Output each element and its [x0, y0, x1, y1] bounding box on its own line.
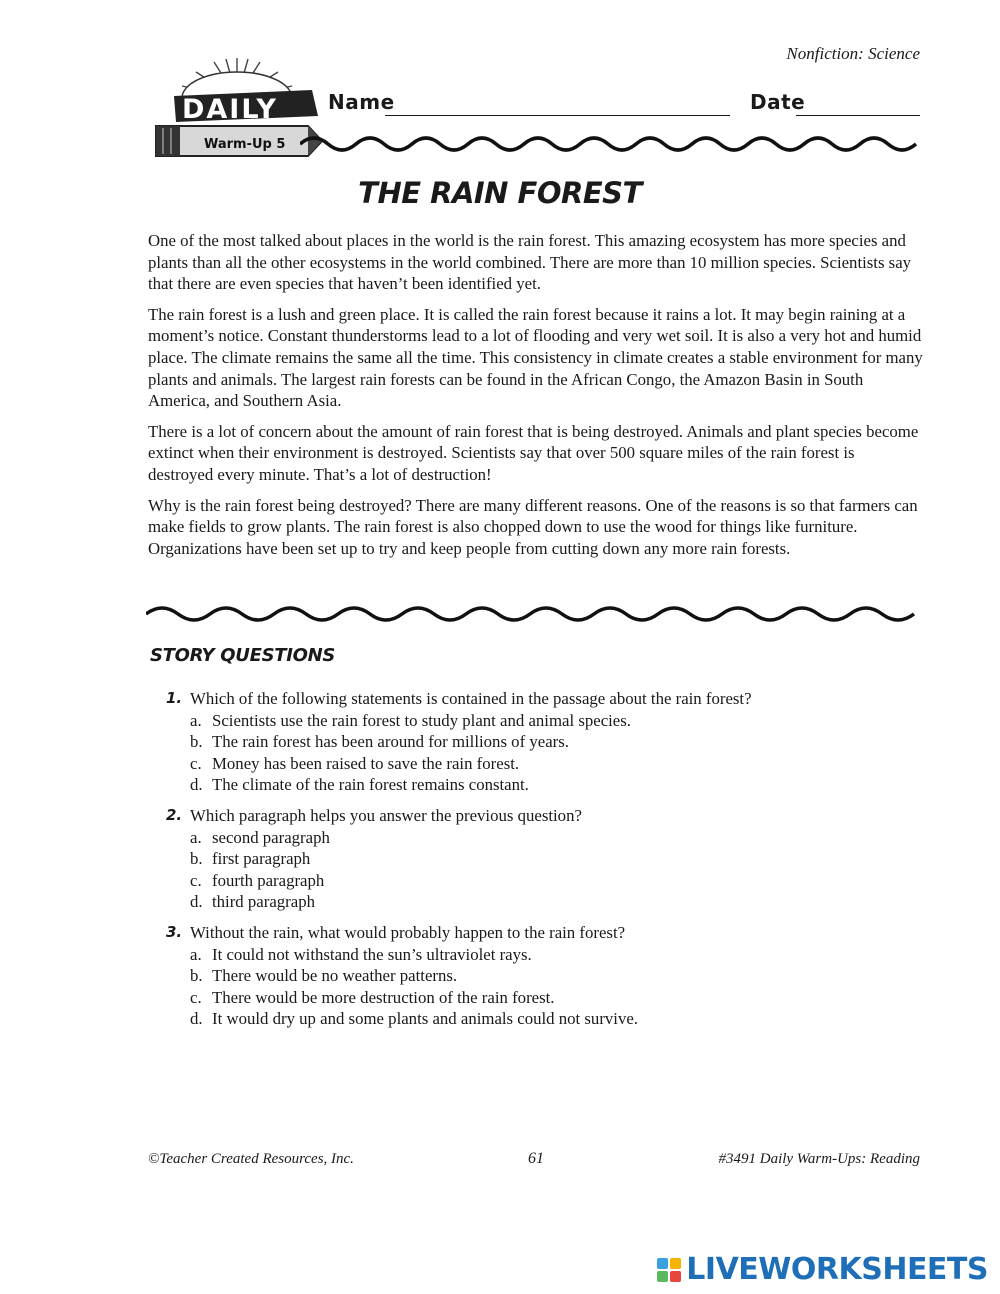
- question-text: Which paragraph helps you answer the previous question?: [190, 805, 582, 825]
- logo-sub: Warm-Up 5: [204, 137, 286, 152]
- option-letter: d.: [190, 1009, 203, 1029]
- daily-warmup-logo: [152, 56, 322, 168]
- option-letter: b.: [190, 966, 203, 986]
- answer-option[interactable]: [190, 731, 926, 753]
- footer-publisher: ©Teacher Created Resources, Inc.: [148, 1151, 354, 1167]
- question-number: 1.: [166, 689, 183, 707]
- question-2: [166, 805, 926, 913]
- liveworksheets-logo-icon: [656, 1257, 682, 1283]
- option-text: third paragraph: [212, 892, 315, 912]
- brand-name: LIVEWORKSHEETS: [686, 1252, 988, 1287]
- answer-option[interactable]: [190, 774, 926, 796]
- answer-option[interactable]: [190, 1008, 926, 1030]
- answer-option[interactable]: [190, 944, 926, 966]
- option-letter: d.: [190, 892, 203, 912]
- option-text: It could not withstand the sun’s ultraviolet rays.: [212, 944, 532, 964]
- passage-paragraph-3: There is a lot of concern about the amount of rain forest that is being destroyed. Animals and plant species become extinct when their environment is destroyed. Scientists say that over 500 square miles of the rain forest is destroyed every minute. That’s a lot of destruction!: [148, 421, 919, 484]
- option-letter: c.: [190, 753, 202, 773]
- question-text: Which of the following statements is contained in the passage about the rain forest?: [190, 689, 752, 708]
- question-1: [166, 688, 926, 796]
- option-letter: b.: [190, 732, 203, 752]
- answer-option[interactable]: [190, 753, 926, 775]
- passage: [148, 230, 923, 568]
- option-text: Money has been raised to save the rain forest.: [212, 753, 520, 773]
- option-text: Scientists use the rain forest to study plant and animal species.: [212, 710, 631, 730]
- header-wave-divider: [300, 128, 922, 158]
- date-label: Date: [750, 90, 806, 114]
- footer-book-title: #3491 Daily Warm-Ups: Reading: [718, 1151, 920, 1167]
- option-text: The rain forest has been around for millions of years.: [212, 732, 569, 752]
- liveworksheets-brand[interactable]: [656, 1252, 988, 1287]
- option-letter: b.: [190, 849, 203, 869]
- name-label: Name: [328, 90, 395, 114]
- question-number: 2.: [166, 805, 183, 824]
- option-letter: c.: [190, 987, 202, 1007]
- option-letter: c.: [190, 870, 202, 890]
- answer-option[interactable]: [190, 827, 926, 849]
- option-text: There would be no weather patterns.: [212, 966, 458, 986]
- option-text: first paragraph: [212, 849, 311, 869]
- option-text: There would be more destruction of the rain forest.: [212, 987, 555, 1007]
- passage-paragraph-4: Why is the rain forest being destroyed? There are many different reasons. One of the reasons is so that farmers can make fields to grow plants. The rain forest is also chopped down to use the wood for things like furniture. Organizations have been set up to try and keep people from cutting down any more rain forests.: [148, 495, 918, 558]
- date-input-line[interactable]: [796, 115, 920, 116]
- answer-option[interactable]: [190, 710, 926, 732]
- answer-option[interactable]: [190, 870, 926, 892]
- question-3: [166, 922, 926, 1030]
- passage-paragraph-1: One of the most talked about places in the world is the rain forest. This amazing ecosystem has more species and plants than all the other ecosystems in the world combined. There are more than 10 million species. Scientists say that there are even species that haven’t been identified yet.: [148, 231, 912, 294]
- footer-page-number: 61: [528, 1150, 544, 1167]
- option-letter: a.: [190, 710, 202, 730]
- category-label: Nonfiction: Science: [786, 44, 920, 63]
- answer-option[interactable]: [190, 965, 926, 987]
- option-letter: a.: [190, 944, 202, 964]
- question-number: 3.: [166, 922, 183, 941]
- name-input-line[interactable]: [385, 115, 730, 116]
- section-wave-divider: [146, 600, 922, 630]
- page-title: THE RAIN FOREST: [358, 176, 642, 210]
- story-questions-heading: STORY QUESTIONS: [150, 645, 336, 666]
- option-text: second paragraph: [212, 827, 330, 847]
- option-letter: d.: [190, 775, 203, 795]
- questions-list: [166, 688, 926, 1039]
- logo-word: DAILY: [182, 94, 278, 125]
- answer-option[interactable]: [190, 891, 926, 913]
- option-text: fourth paragraph: [212, 870, 325, 890]
- answer-option[interactable]: [190, 848, 926, 870]
- option-text: It would dry up and some plants and animals could not survive.: [212, 1009, 638, 1029]
- option-text: The climate of the rain forest remains constant.: [212, 775, 529, 795]
- answer-option[interactable]: [190, 987, 926, 1009]
- passage-paragraph-2: The rain forest is a lush and green place. It is called the rain forest because it rains a lot. It may begin raining at a moment’s notice. Constant thunderstorms lead to a lot of flooding and very wet soil. It is also a very hot and humid place. The climate remains the same all the time. This consistency in climate creates a stable environment for many plants and animals. The largest rain forests can be found in the African Congo, the Amazon Basin in South America, and Southern Asia.: [148, 304, 923, 411]
- question-text: Without the rain, what would probably happen to the rain forest?: [190, 922, 626, 942]
- option-letter: a.: [190, 827, 202, 847]
